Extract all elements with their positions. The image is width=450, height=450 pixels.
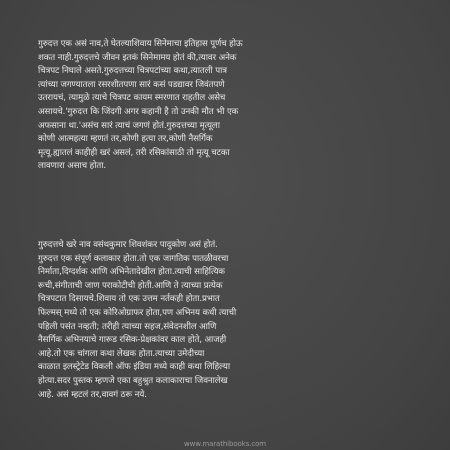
text-line: कोणी आत्महत्या म्हणतं तर,कोणी हत्या तर,कोणी नैसर्गिक xyxy=(38,134,213,145)
text-line: लावणारा असाच होता. xyxy=(38,161,106,172)
text-line: नैसर्गिक अभिनयाचे गारूड रसिक-प्रेक्षकांवर काल होते, आजही xyxy=(38,335,227,346)
text-line: होत्या.सदर पुस्तक म्हणजे एका बहुश्रुत कलाकाराचा जिवनालेख xyxy=(38,375,228,386)
text-line: रूची,संगीताची जाण पराकोटीची होती.आणि ते त्याच्या प्रत्येक xyxy=(38,280,223,291)
text-line: उतरायचं, त्यामुळे त्याचे चित्रपट कायम स्मरणात राहतील असेच xyxy=(38,93,226,104)
footer-watermark: www.marathibooks.com xyxy=(183,440,267,448)
text-line: चित्रपटात दिसायचे.शिवाय तो एक उत्तम नर्तकही होता.प्रभात xyxy=(38,294,220,305)
paragraph-1 xyxy=(38,38,433,174)
paragraph-2 xyxy=(38,239,433,402)
text-line: अफसाना था.'असंच सारं त्याचं जगणं होतं.गुरुदत्तच्या मृत्यूला xyxy=(38,120,220,131)
text-line: आहे.तो एक चांगला कथा लेखक होता.त्याच्या उमेदीच्या xyxy=(38,348,205,359)
text-line: फिल्मस् मध्ये तो एक कोरिओग्राफर होता,पण अभिनय कधी त्याची xyxy=(38,307,237,318)
text-line: पहिली पसंत नव्हती; तरीही त्याच्या सहज,संवेदनशील आणि xyxy=(38,321,217,332)
text-line: गुरुदत्त एक संपूर्ण कलाकार होता.तो एक जागतिक पातळीवरचा xyxy=(38,253,229,264)
text-line: चित्रपट निघाले असते.गुरुदत्तच्या चित्रपटांच्या कथा,त्यातली पात्र xyxy=(38,66,227,77)
text-line: मृत्यू.ह्यातलं काहीही खरं असलं, तरी रसिकांसाठी तो मृत्यू चटका xyxy=(38,147,230,158)
text-line: त्यांच्या जगण्यातला रसरशीतपणा सारं कसं पडद्यावर जिवंतपणे xyxy=(38,79,225,90)
text-line: गुरुदत्तचे खरे नाव वसंथकुमार शिवशंकर पादुकोण असं होतं. xyxy=(38,240,218,250)
text-line: निर्माता,दिग्दर्शक आणि अभिनेतादेखील होता.त्याची साहित्यिक xyxy=(38,267,225,278)
text-line: शकत नाही.गुरुदत्तचे जीवन इतकं सिनेमामय होतं की,त्यावर अनेक xyxy=(38,52,237,63)
text-line: गुरुदत्त एक असं नाव,ते घेतल्याशिवाय सिनेमाचा इतिहास पूर्णच होऊ xyxy=(38,39,243,49)
text-line: काळात इलस्ट्रेटेड विकली ऑफ इंडिया मध्ये काही कथा लिहिल्या xyxy=(38,362,230,373)
text-line: आहे. असं म्हटलं तर,वावगं ठरू नये. xyxy=(38,389,147,400)
text-line: असायचे.'गुरुदत्त कि जिंदगी अगर कहानी है तो उनकी मौत भी एक xyxy=(38,106,239,117)
